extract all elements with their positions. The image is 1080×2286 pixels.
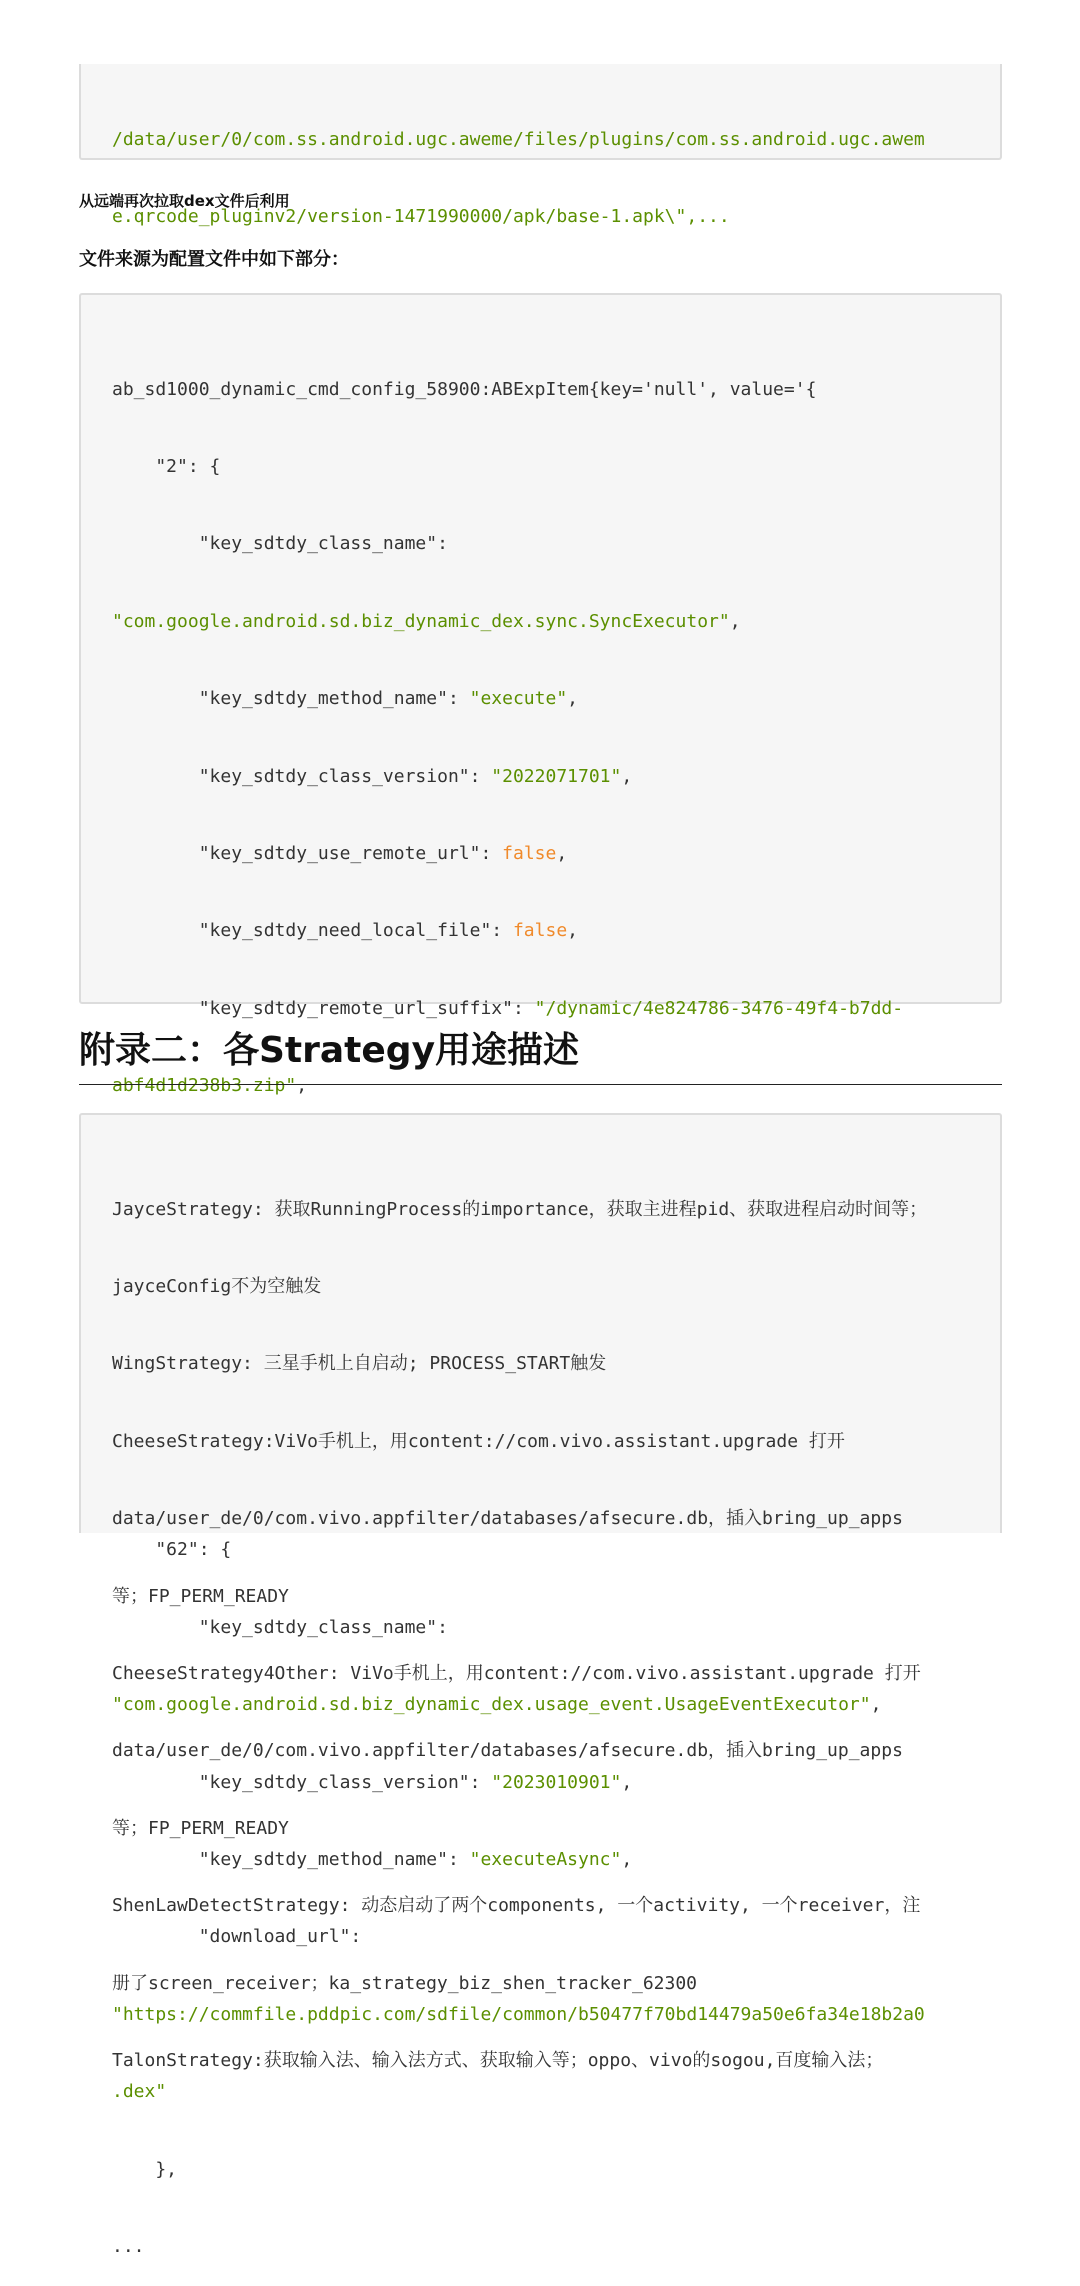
code-string: "2022071701" [491,765,622,787]
appendix-heading: 附录二：各Strategy用途描述 [79,1028,1002,1085]
code-line: "62": { [112,1539,232,1561]
code-line: "download_url": [112,1926,362,1948]
code-line: ShenLawDetectStrategy: 动态启动了两个components, 一个activity, 一个receiver，注 [112,1895,921,1917]
code-line [112,686,980,712]
code-punct: , [567,920,578,942]
code-punct: , [296,1075,308,1097]
code-line [112,764,980,790]
code-line: .dex" [112,2081,167,2103]
code-line [112,996,980,1022]
code-line: "key_sdtdy_class_name": [112,1616,448,1638]
code-punct: , [621,765,633,787]
code-keyword: false [502,842,557,864]
code-line: TalonStrategy:获取输入法、输入法方式、获取输入等；oppo、vivo的sogou,百度输入法； [112,2049,884,2071]
code-line: CheeseStrategy4Other: ViVo手机上，用content://com.vivo.assistant.upgrade 打开 [112,1662,921,1684]
code-line: JayceStrategy: 获取RunningProcess的importance，获取主进程pid、获取进程启动时间等； [112,1198,928,1220]
code-punct: , [621,1771,633,1793]
code-line: ... [112,2235,145,2257]
code-string: "execute" [469,688,568,710]
code-line: 等；FP_PERM_READY [112,1585,289,1607]
code-line [112,609,980,635]
code-string: "/dynamic/4e824786-3476-49f4-b7dd- [534,997,904,1019]
code-string: "executeAsync" [469,1849,622,1871]
code-line: 册了screen_receiver；ka_strategy_biz_shen_tracker_62300 [112,1972,698,1994]
code-line: jayceConfig不为空触发 [112,1275,322,1297]
code-key: "key_sdtdy_need_local_file": [112,920,513,942]
code-key: "key_sdtdy_method_name": [112,688,470,710]
code-line: data/user_de/0/com.vivo.appfilter/databases/afsecure.db，插入bring_up_apps [112,1508,903,1530]
code-string: abf4d1d238b3.zip" [112,1075,297,1097]
code-line: WingStrategy: 三星手机上自启动; PROCESS_START触发 [112,1353,607,1375]
code-line [112,841,980,867]
code-key: "key_sdtdy_class_version": [112,1771,492,1793]
code-keyword: false [512,920,568,942]
code-key: "key_sdtdy_remote_url_suffix": [112,997,535,1019]
code-punct: , [556,842,568,864]
code-key: "key_sdtdy_use_remote_url": [112,842,503,864]
code-line [112,918,980,944]
code-punct: , [567,688,579,710]
code-key: "key_sdtdy_method_name": [112,1849,470,1871]
code-string: "com.google.android.sd.biz_dynamic_dex.usage_event.UsageEventExecutor" [112,1694,871,1716]
code-string: "com.google.android.sd.biz_dynamic_dex.sync.SyncExecutor" [112,610,730,632]
paragraph-config-source: 文件来源为配置文件中如下部分： [79,249,349,270]
code-line: data/user_de/0/com.vivo.appfilter/databases/afsecure.db，插入bring_up_apps [112,1740,903,1762]
code-punct: , [870,1694,882,1716]
code-line: "key_sdtdy_class_name": [112,533,448,555]
code-line: /data/user/0/com.ss.android.ugc.aweme/files/plugins/com.ss.android.ugc.awem [112,128,925,150]
code-line: ab_sd1000_dynamic_cmd_config_58900:ABExpItem{key='null', value='{ [112,378,817,400]
code-line: CheeseStrategy:ViVo手机上，用content://com.vivo.assistant.upgrade 打开 [112,1430,845,1452]
code-line: e.qrcode_pluginv2/version-1471990000/apk/base-1.apk\",... [112,205,730,227]
code-line: }, [112,2158,178,2180]
code-string: "2023010901" [491,1771,622,1793]
code-punct: , [621,1849,633,1871]
code-line: "2": { [112,455,221,477]
paragraph-dex-remote: 从远端再次拉取dex文件后利用 [79,192,290,210]
code-line: "https://commfile.pddpic.com/sdfile/common/b50477f70bd14479a50e6fa34e18b2a0 [112,2003,925,2025]
code-key: "key_sdtdy_class_version": [112,765,492,787]
code-line: 等；FP_PERM_READY [112,1817,289,1839]
code-punct: , [729,610,741,632]
